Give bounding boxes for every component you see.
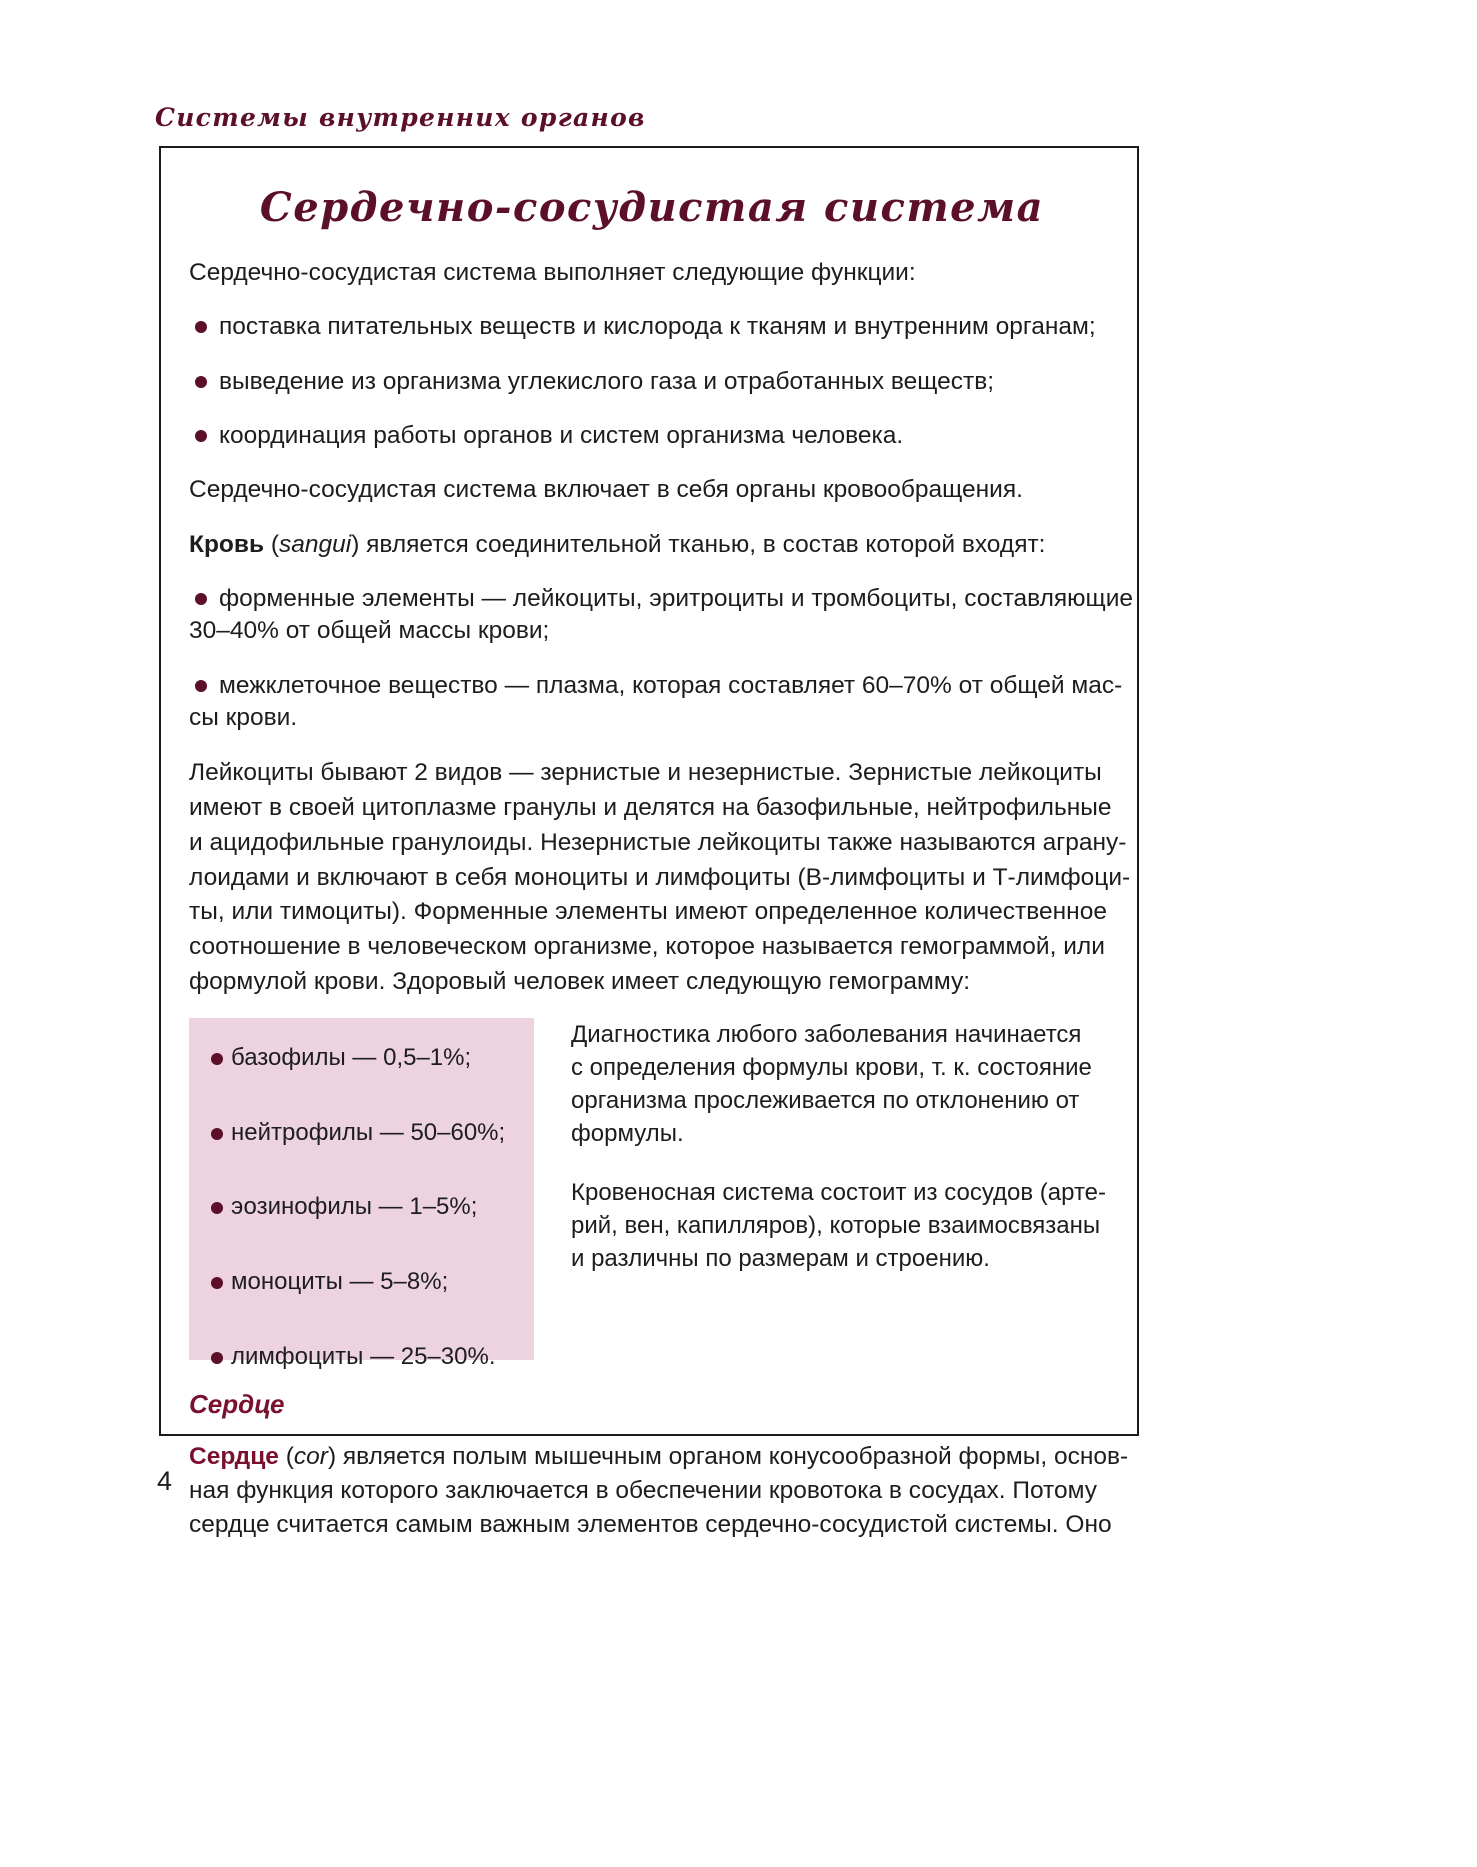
list-item [189, 670, 1123, 735]
blood-term: Кровь [189, 530, 265, 558]
bullet-dot-icon [195, 376, 207, 388]
hemogram-callout-box [189, 1018, 534, 1370]
list-item [189, 311, 1115, 343]
paragraph-line: и различны по размерам и строению. [571, 1245, 990, 1273]
list-item [189, 1268, 534, 1297]
bullet-dot-icon [195, 430, 207, 442]
paragraph-line [189, 1440, 1129, 1474]
list-item [189, 1343, 534, 1372]
bullet-dot-icon [211, 1128, 223, 1140]
paragraph-line: ты, или тимоциты). Форменные элементы имеют определенное количественное [189, 898, 1107, 926]
list-item [189, 1044, 534, 1073]
heart-paragraph [189, 1440, 1129, 1543]
paragraph-line: имеют в своей цитоплазме гранулы и делятся на базофильные, нейтрофильные [189, 794, 1112, 822]
bullet-dot-icon [211, 1202, 223, 1214]
list-item-label: поставка питательных веществ и кислорода к тканям и внутренним органам; [219, 313, 1096, 341]
page-number: 4 [157, 1466, 173, 1496]
paragraph-line: сердце считается самым важным элементов сердечно-сосудистой системы. Оно [189, 1511, 1112, 1539]
heart-paren-open: ( [278, 1442, 294, 1470]
list-item-label: лимфоциты — 25–30%. [231, 1342, 496, 1370]
heart-latin-term: cor [293, 1442, 328, 1470]
list-item-label: базофилы — 0,5–1%; [231, 1043, 472, 1071]
side-notes-column [571, 1018, 1107, 1302]
blood-latin-term: sangui [278, 530, 352, 558]
list-item [189, 1193, 534, 1222]
paragraph-line: ная функция которого заключается в обеспечении кровотока в сосудах. Потому [189, 1477, 1097, 1505]
paragraph-line: формулы. [571, 1120, 684, 1148]
includes-paragraph: Сердечно-сосудистая система включает в себя органы кровообращения. [189, 476, 1023, 504]
page-title: Сердечно-сосудистая система [259, 184, 1045, 231]
section-heading-heart: Сердце [189, 1388, 285, 1419]
list-item-label: координация работы органов и систем организма человека. [219, 421, 904, 449]
leukocytes-paragraph [189, 756, 1131, 999]
content-frame-inner [189, 166, 1134, 1543]
content-frame [159, 146, 1139, 1539]
hemogram-and-notes-row [189, 1018, 1115, 1370]
list-item [189, 1119, 534, 1148]
paragraph-line: с определения формулы крови, т. к. состояние [571, 1053, 1092, 1081]
bullet-dot-icon [211, 1053, 223, 1065]
paragraph-line: и ацидофильные гранулоиды. Незернистые лейкоциты также называются аграну- [189, 828, 1127, 856]
heart-term: Сердце [189, 1442, 279, 1470]
circulatory-system-paragraph [571, 1176, 1107, 1275]
bullet-dot-icon [195, 680, 207, 692]
list-item-label-cont: 30–40% от общей массы крови; [189, 617, 550, 645]
paragraph-line: лоидами и включают в себя моноциты и лимфоциты (В-лимфоциты и Т-лимфоци- [189, 863, 1131, 891]
list-item-label: выведение из организма углекислого газа и отработанных веществ; [219, 367, 995, 395]
bullet-dot-icon [211, 1277, 223, 1289]
list-item-label: форменные элементы — лейкоциты, эритроциты и тромбоциты, составляющие [219, 584, 1134, 612]
list-item [189, 583, 1134, 648]
list-item-label: эозинофилы — 1–5%; [231, 1193, 478, 1221]
intro-paragraph: Сердечно-сосудистая система выполняет следующие функции: [189, 259, 916, 286]
blood-definition-rest: ) является соединительной тканью, в состав которой входят: [351, 530, 1046, 558]
paragraph-line: Кровеносная система состоит из сосудов (арте- [571, 1179, 1107, 1207]
paragraph-line: рий, вен, капилляров), которые взаимосвязаны [571, 1212, 1101, 1240]
blood-paren-open: ( [264, 530, 279, 558]
paragraph-line: соотношение в человеческом организме, которое называется гемограммой, или [189, 933, 1105, 961]
list-item-label: моноциты — 5–8%; [231, 1268, 449, 1296]
heart-line1-rest: ) является полым мышечным органом конусообразной формы, основ- [327, 1442, 1129, 1470]
bullet-dot-icon [195, 321, 207, 333]
bullet-dot-icon [195, 593, 207, 605]
paragraph-line: организма прослеживается по отклонению от [571, 1086, 1080, 1114]
list-item-label-cont: сы крови. [189, 703, 298, 731]
list-item-label: межклеточное вещество — плазма, которая составляет 60–70% от общей мас- [219, 671, 1123, 699]
paragraph-line: Лейкоциты бывают 2 видов — зернистые и незернистые. Зернистые лейкоциты [189, 759, 1102, 787]
blood-definition-paragraph [189, 529, 1115, 561]
diagnostics-paragraph [571, 1018, 1091, 1150]
paragraph-line: формулой крови. Здоровый человек имеет следующую гемограмму: [189, 967, 971, 995]
running-head: Системы внутренних органов [155, 103, 646, 132]
list-item-label: нейтрофилы — 50–60%; [231, 1118, 506, 1146]
paragraph-line: Диагностика любого заболевания начинается [571, 1020, 1082, 1048]
list-item [189, 420, 1115, 452]
bullet-dot-icon [211, 1352, 223, 1364]
list-item [189, 366, 1115, 398]
